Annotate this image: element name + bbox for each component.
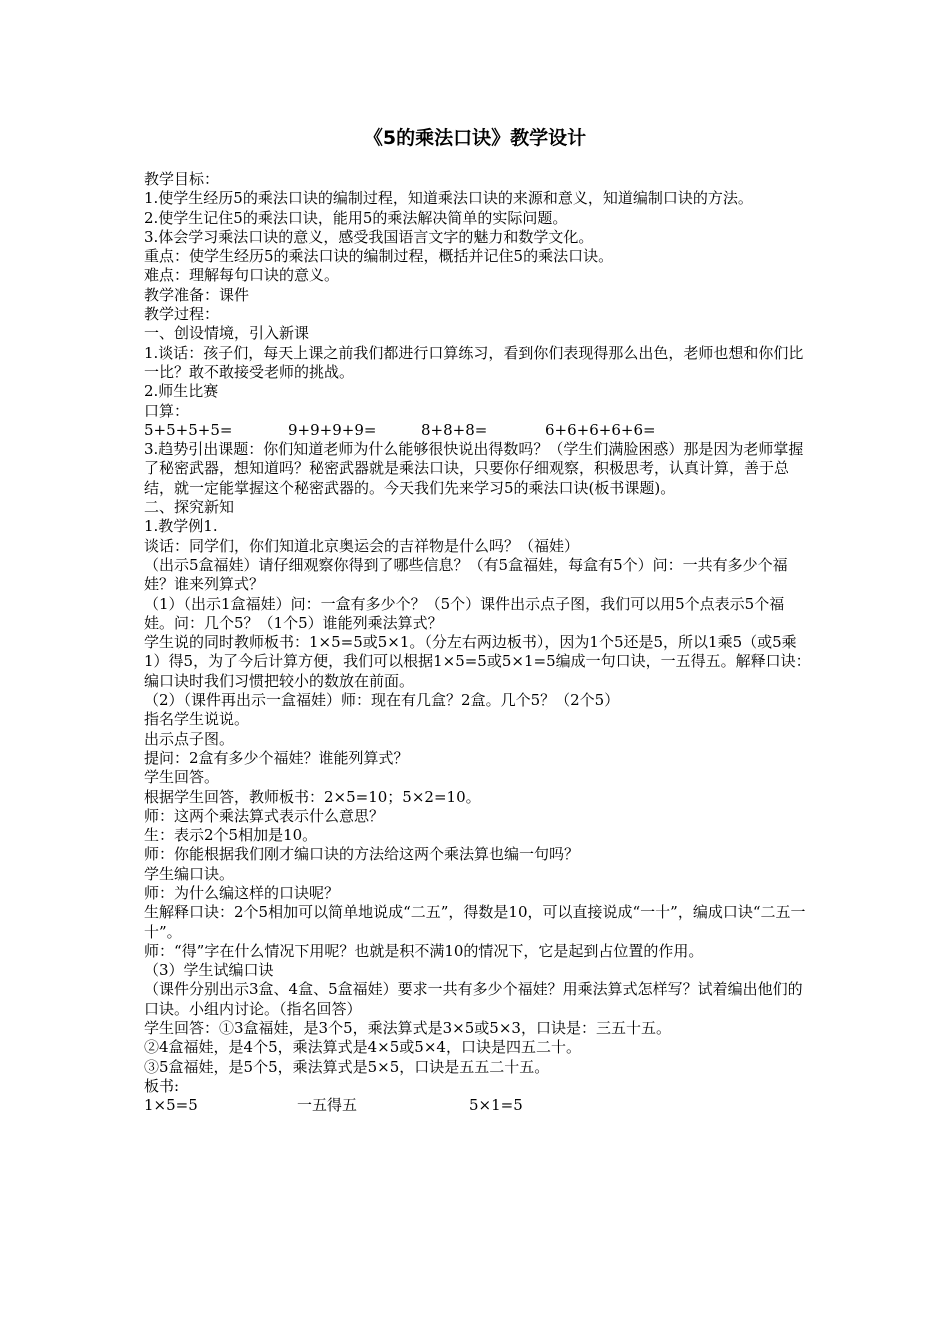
- paragraph: 2.使学生记住5的乘法口诀，能用5的乘法解决简单的实际问题。: [144, 208, 568, 227]
- paragraph: 师：你能根据我们刚才编口诀的方法给这两个乘法算也编一句吗？: [144, 845, 580, 864]
- math-expression: 9+9+9+9=: [288, 420, 377, 439]
- board-row: [144, 1096, 812, 1115]
- paragraph: ②4盒福娃，是4个5，乘法算式是4×5或5×4，口诀是四五二十。: [144, 1038, 581, 1057]
- paragraph: （出示5盒福娃）请仔细观察你得到了哪些信息？（有5盒福娃，每盒有5个）问：一共有多少个福娃？谁来列算式？: [144, 555, 788, 594]
- board-formula: 1×5=5: [144, 1096, 198, 1115]
- paragraph: （1）（出示1盒福娃）问：一盒有多少个？（5个）课件出示点子图，我们可以用5个点表示5个福娃。问：几个5？（1个5）谁能列乘法算式？: [144, 594, 785, 632]
- section-heading: 二、探究新知: [144, 498, 235, 517]
- paragraph: 教学准备：课件: [144, 285, 250, 304]
- paragraph: （课件分别出示3盒、4盒、5盒福娃）要求一共有多少个福娃？用乘法算式怎样写？试着编出他们的口诀。小组内讨论。（指名回答）: [144, 980, 803, 1018]
- paragraph: 师：为什么编这样的口诀呢？: [144, 883, 340, 902]
- paragraph: 板书:: [144, 1076, 180, 1095]
- paragraph: 1.使学生经历5的乘法口诀的编制过程，知道乘法口诀的来源和意义，知道编制口诀的方法。: [144, 189, 753, 208]
- paragraph: 谈话：同学们，你们知道北京奥运会的吉祥物是什么吗？（福娃）: [144, 536, 580, 555]
- paragraph: 教学目标：: [144, 170, 220, 188]
- paragraph: 难点：理解每句口诀的意义。: [144, 266, 340, 285]
- paragraph: 重点：使学生经历5的乘法口诀的编制过程，概括并记住5的乘法口诀。: [144, 247, 614, 266]
- math-expression: 8+8+8=: [421, 420, 488, 439]
- paragraph: 教学过程：: [144, 305, 220, 324]
- board-formula: 5×1=5: [469, 1096, 523, 1115]
- paragraph: 学生回答。: [144, 768, 220, 787]
- paragraph: 2.师生比赛: [144, 382, 219, 401]
- paragraph: 出示点子图。: [144, 729, 235, 748]
- paragraph: 学生说的同时教师板书：1×5=5或5×1。（分左右两边板书），因为1个5还是5，所以1乘5（或5乘1）得5，为了今后计算方便，我们可以根据1×5=5或5×1=5编成一句口诀，一五得五。解释口诀：编口诀时我们习惯把较小的数放在前面。: [144, 633, 811, 690]
- paragraph: ③5盒福娃，是5个5，乘法算式是5×5，口诀是五五二十五。: [144, 1057, 550, 1076]
- paragraph: （3）学生试编口诀: [144, 961, 274, 980]
- board-rhyme: 一五得五: [297, 1096, 358, 1115]
- paragraph: 根据学生回答，教师板书：2×5=10；5×2=10。: [144, 787, 481, 806]
- paragraph: 生：表示2个5相加是10。: [144, 826, 318, 845]
- math-expression: 6+6+6+6+6=: [545, 420, 656, 439]
- paragraph: 1.谈话：孩子们，每天上课之前我们都进行口算练习，看到你们表现得那么出色，老师也想和你们比一比？敢不敢接受老师的挑战。: [144, 343, 804, 381]
- paragraph: 生解释口诀：2个5相加可以简单地说成“二五”，得数是10，可以直接说成“一十”，编成口诀“二五一十”。: [144, 903, 806, 941]
- paragraph: 3.体会学习乘法口诀的意义，感受我国语言文字的魅力和数学文化。: [144, 227, 594, 246]
- paragraph: （2）（课件再出示一盒福娃）师：现在有几盒？2盒。几个5？（2个5）: [144, 691, 620, 710]
- paragraph: 口算：: [144, 401, 190, 420]
- document-title: 《5的乘法口诀》教学设计: [363, 127, 587, 149]
- paragraph: 学生编口诀。: [144, 864, 235, 883]
- paragraph: 学生回答：①3盒福娃，是3个5，乘法算式是3×5或5×3，口诀是：三五十五。: [144, 1019, 671, 1038]
- paragraph: 1.教学例1.: [144, 517, 218, 536]
- section-heading: 一、创设情境，引入新课: [144, 324, 310, 343]
- paragraph: 师：“得”字在什么情况下用呢？也就是积不满10的情况下，它是起到占位置的作用。: [144, 941, 704, 960]
- paragraph: 指名学生说说。: [144, 710, 250, 729]
- math-expression: 5+5+5+5=: [144, 420, 233, 439]
- paragraph: 3.趋势引出课题：你们知道老师为什么能够很快说出得数吗？（学生们满脸困惑）那是因为老师掌握了秘密武器，想知道吗？秘密武器就是乘法口诀，只要你仔细观察，积极思考，认真计算，善于总结，就一定能掌握这个秘密武器的。今天我们先来学习5的乘法口诀(板书课题)。: [144, 440, 804, 497]
- mental-math-row: [144, 421, 812, 440]
- paragraph: 师：这两个乘法算式表示什么意思？: [144, 806, 385, 825]
- paragraph: 提问：2盒有多少个福娃？谁能列算式？: [144, 748, 409, 767]
- document-body: [144, 170, 812, 1116]
